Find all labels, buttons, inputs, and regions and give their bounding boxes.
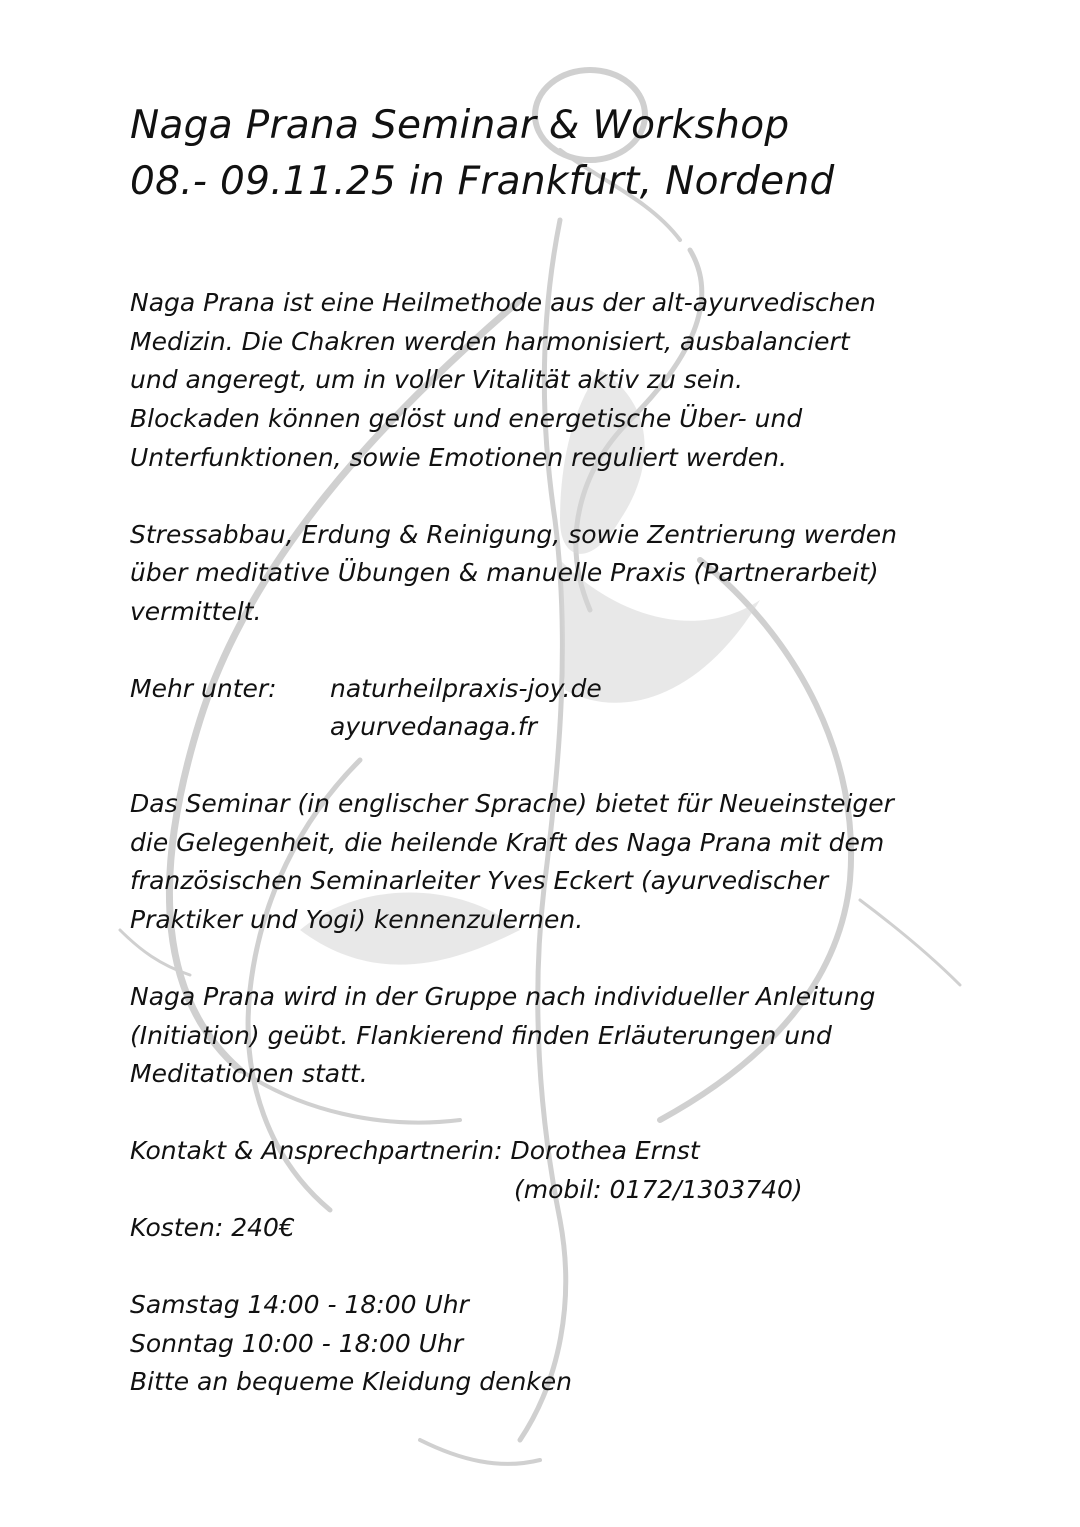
more-info-label: Mehr unter: (130, 673, 277, 703)
seminar-line: französischen Seminarleiter Yves Eckert (ayurvedischer (130, 866, 829, 896)
seminar-line: Praktiker und Yogi) kennenzulernen. (130, 905, 584, 935)
title-line-1: Naga Prana Seminar & Workshop (130, 103, 790, 148)
intro-line: Medizin. Die Chakren werden harmonisiert, ausbalanciert (130, 326, 850, 356)
flyer-content (130, 98, 960, 1402)
more-info-links (330, 670, 602, 747)
schedule-saturday: Samstag 14:00 - 18:00 Uhr (130, 1290, 469, 1320)
group-line: Naga Prana wird in der Gruppe nach individueller Anleitung (130, 981, 876, 1011)
group-paragraph (130, 978, 960, 1094)
practice-line: Stressabbau, Erdung & Reinigung, sowie Zentrierung werden (130, 519, 897, 549)
practice-line: vermittelt. (130, 596, 262, 626)
title-line-2: 08.- 09.11.25 in Frankfurt, Nordend (130, 159, 835, 204)
cost-line: Kosten: 240€ (130, 1213, 295, 1243)
contact-section (130, 1132, 960, 1248)
seminar-line: die Gelegenheit, die heilende Kraft des Naga Prana mit dem (130, 827, 885, 857)
contact-person: Kontakt & Ansprechpartnerin: Dorothea Ernst (130, 1135, 700, 1165)
intro-paragraph (130, 284, 960, 478)
intro-line: Blockaden können gelöst und energetische Über- und (130, 404, 803, 434)
practice-paragraph (130, 516, 960, 632)
group-line: Meditationen statt. (130, 1059, 368, 1089)
seminar-paragraph (130, 785, 960, 940)
website-link-naturheilpraxis[interactable]: naturheilpraxis-joy.de (330, 673, 602, 703)
clothing-note: Bitte an bequeme Kleidung denken (130, 1367, 573, 1397)
group-line: (Initiation) geübt. Flankierend finden Erläuterungen und (130, 1020, 832, 1050)
schedule-sunday: Sonntag 10:00 - 18:00 Uhr (130, 1328, 464, 1358)
intro-line: und angeregt, um in voller Vitalität aktiv zu sein. (130, 365, 743, 395)
seminar-line: Das Seminar (in englischer Sprache) bietet für Neueinsteiger (130, 789, 894, 819)
schedule-section (130, 1286, 960, 1402)
contact-phone: (mobil: 0172/1303740) (514, 1174, 803, 1204)
practice-line: über meditative Übungen & manuelle Praxis (Partnerarbeit) (130, 558, 879, 588)
more-info-section (130, 670, 960, 747)
page-title (130, 98, 960, 210)
website-link-ayurvedanaga[interactable]: ayurvedanaga.fr (330, 712, 537, 742)
intro-line: Naga Prana ist eine Heilmethode aus der alt-ayurvedischen (130, 288, 876, 317)
intro-line: Unterfunktionen, sowie Emotionen reguliert werden. (130, 442, 787, 472)
